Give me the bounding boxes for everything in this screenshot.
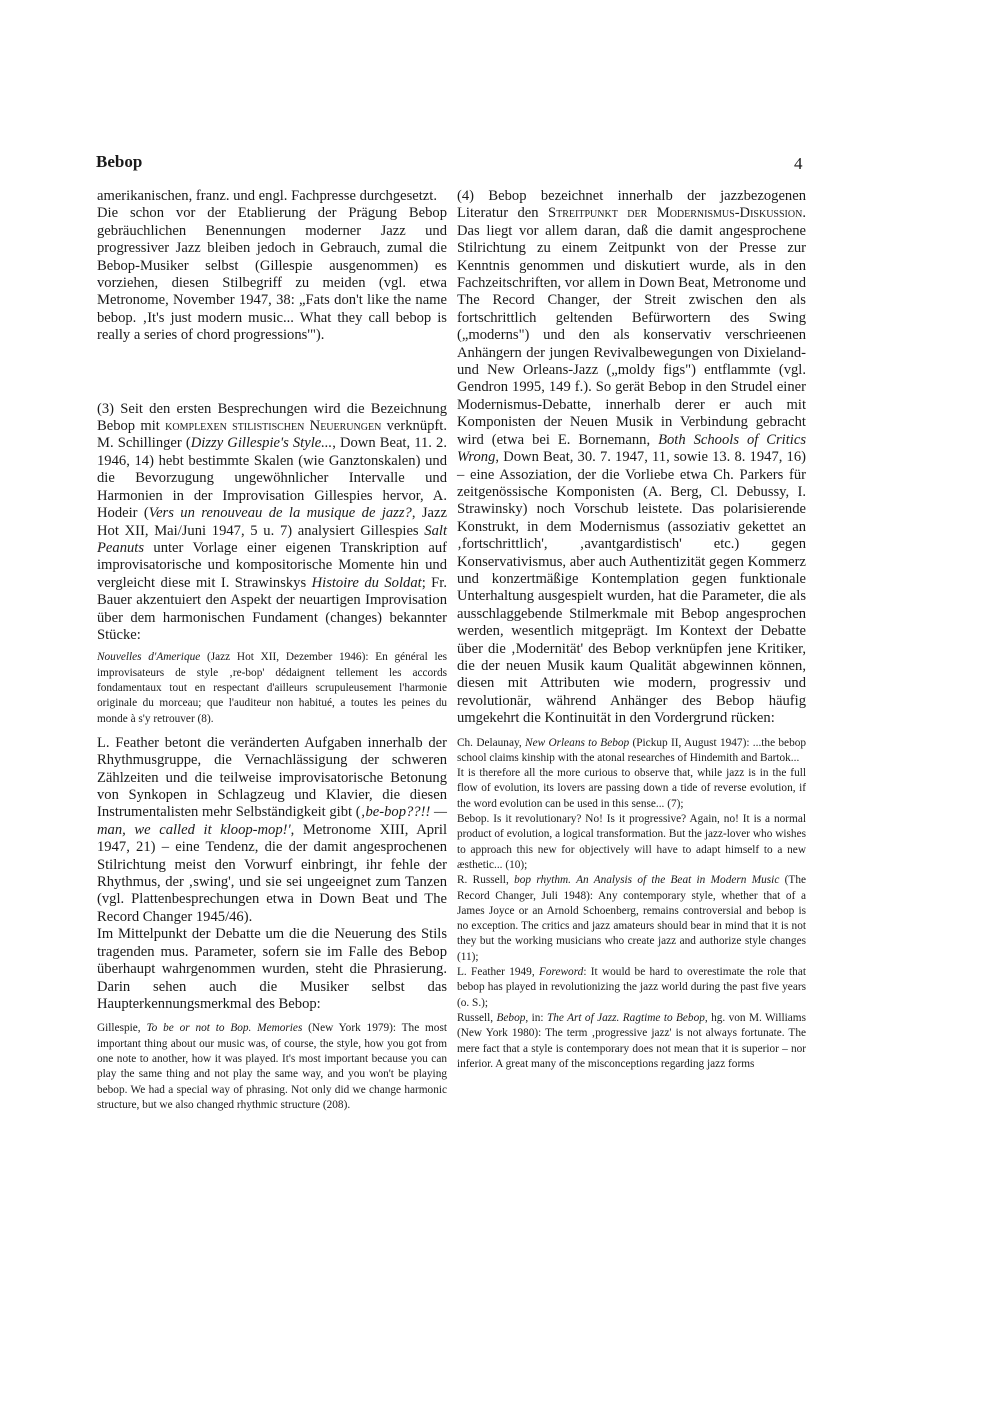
text-run: unter Vorlage einer eigenen Transkription auf improvisatorische und kompositorische Momente hin und vergleicht diese mit I. Strawinskys <box>97 539 447 591</box>
running-header-title: Bebop <box>96 152 143 171</box>
text-run: (Jazz Hot XII, Dezember 1946): En général les improvisateurs de style ‚re-bop' dédaignent tellement les accords fondamentaux tout en respectant d'ailleurs scrupuleusement l'harmonie originale du morceau; que l'auditeur non habitué, a toutes les peines du monde à s'y retrouver (8). <box>97 651 447 725</box>
block-quote <box>97 650 447 726</box>
block-quote <box>457 965 806 1011</box>
section-4-paragraph <box>457 188 806 728</box>
text-run: , in: <box>525 1011 547 1024</box>
italic-title: bop rhythm. An Analysis of the Beat in Modern Music <box>514 874 780 887</box>
text-run: R. Russell, <box>457 874 515 887</box>
text-run: verknüpft. M. Schillinger ( <box>97 418 447 452</box>
italic-title: Vers un renouveau de la musique de jazz? <box>148 505 412 522</box>
text-run: Gillespie, <box>97 1022 147 1035</box>
block-quote <box>457 1011 806 1072</box>
text-run: L. Feather betont die veränderten Aufgaben innerhalb der Rhythmusgruppe, die Vernachlässigung der schweren Zählzeiten und die teilweise improvisatorische Betonung von Synkopen in Schlagzeug und Klavier, die diesen Instrumentalisten mehr Selbständigkeit gibt ( <box>97 734 447 821</box>
italic-title: Dizzy Gillespie's Style... <box>190 435 333 452</box>
paragraph <box>97 188 447 205</box>
text-run: amerikanischen, franz. und engl. Fachpresse durchgesetzt. <box>97 188 437 204</box>
block-quote <box>457 736 806 767</box>
block-quote <box>97 1021 447 1113</box>
text-run: It is therefore all the more curious to observe that, while jazz is in the full flow of evolution, its lovers are passing down a tide of reverse evolution, if the word evolution can be used in this sense... (7); <box>457 767 806 810</box>
text-run: , Down Beat, 11. 2. 1946, 14) hebt bestimmte Skalen (wie Ganztonskalen) und die Bevorzugung ungewöhnlicher Intervalle und Harmonien in der Improvisation Gillespies hervor, A. Hodeir ( <box>97 435 447 522</box>
text-run: (Pickup II, August 1947): ...the bebop school claims kinship with the atonal researches of Hindemith and Bartok... <box>457 736 807 764</box>
left-column <box>97 188 447 1113</box>
text-run: , Down Beat, 30. 7. 1947, 11, sowie 13. 8. 1947, 16) – eine Assoziation, der die Vorliebe etwa Ch. Parkers für zeitgenössische Komponisten (A. Berg, Cl. Debussy, I. Strawinsky) noch Vorschub leistete. Das polarisierende Konstrukt, in dem Modernismus (assoziativ gekettet an ‚fortschrittlich', ‚avantgardistisch' etc.) gegen Konservativismus, aber auch Authentizität gegen Kommerz und konzertmäßige Kontemplation gegen funktionale Unterhaltung ausgespielt wurden, hat die Parameter, die als ausschlaggebende Stilmerkmale mit Bebop angesprochen werden, wesentlich mitgeprägt. Im Kontext der Debatte über die ‚Modernität' des Bebop verknüpfen jene Kritiker, die der neuen Musik kaum Qualität abgewinnen können, diesen mit Attributen wie modern, progressiv und revolutionär, während Anhänger des Bebop häufig umgekehrt die Kontinuität in den Vordergrund rücken: <box>457 449 806 727</box>
italic-title: Bebop <box>496 1011 526 1024</box>
text-run: Ch. Delaunay, <box>457 736 526 749</box>
small-caps-keyword: Streitpunkt der Modernismus-Diskussion <box>548 205 803 222</box>
italic-title: ‚be-bop??!! — man, we called it kloop-mop!' <box>97 804 447 838</box>
paragraph <box>97 926 447 1013</box>
block-quote <box>457 766 806 812</box>
small-caps-keyword: komplexen stilistischen Neuerungen <box>165 418 382 435</box>
paragraph <box>97 205 447 344</box>
block-quote <box>457 873 806 965</box>
text-run: Bebop. Is it revolutionary? No! Is it progressive? Again, no! It is a normal product of evolution, a logical transformation. But the jazz-lover who wishes to approach this new for objectively will have to adapt himself to a new æsthetic... (10); <box>457 813 806 871</box>
italic-title: Nouvelles d'Amerique <box>97 651 201 664</box>
text-run: , hg. von M. Williams (New York 1980): The term ‚progressive jazz' is not always fortunate. The mere fact that a style is contemporary does not mean that it is superior – nor inferior. A great many of the misconceptions regarding jazz forms <box>457 1011 806 1070</box>
italic-title: New Orleans to Bebop <box>525 736 630 749</box>
text-run: (3) Seit den ersten Besprechungen wird die Bezeichnung Bebop mit <box>97 400 447 435</box>
section-3-paragraph <box>97 401 447 645</box>
italic-title: Both Schools of Critics Wrong <box>457 431 806 466</box>
text-run: Im Mittelpunkt der Debatte um die die Neuerung des Stils tragenden mus. Parameter, sofern sie im Falle des Bebop überhaupt wahrgenommen wurden, steht die Phrasierung. Darin sehen auch die Musiker selbst das Haupterkennungsmerkmal des Bebop: <box>97 926 447 1012</box>
italic-title: The Art of Jazz. Ragtime to Bebop <box>546 1011 705 1024</box>
paragraph <box>97 735 447 926</box>
text-run: Russell, <box>457 1011 497 1024</box>
italic-title: Foreword <box>538 966 584 979</box>
text-run: L. Feather 1949, <box>457 966 539 979</box>
text-run: (The Record Changer, Juli 1948): Any contemporary style, whether that of a James Joyce or an Arnold Schoenberg, remains controversial and bebop is no exception. The critics and jazz amateurs should bear in mind that it is not they but the working musicians who create jazz and authorize style changes (11); <box>457 874 806 963</box>
text-run: . Das liegt vor allem daran, daß die damit angesprochene Stilrichtung zu einem Zeitpunkt von der Presse zur Kenntnis genommen und diskutiert wurde, als in den Fachzeitschriften, vor allem in Down Beat, Metronome und The Record Changer, der Streit zwischen den als fortschrittlich geltenden Befürwortern des Swing („moderns") und den als konservativ verschrieenen Anhängern der jungen Revivalbewegungen von Dixieland- und New Orleans-Jazz („moldy figs") entflammte (vgl. Gendron 1995, 149 f.). So gerät Bebop in den Strudel einer Modernismus-Debatte, innerhalb derer er auch mit Komponisten der Neuen Musik in Verbindung gebracht wird (etwa bei E. Bornemann, <box>457 205 806 448</box>
text-run: (New York 1979): The most important thing about our music was, of course, the style, how you got from one note to another, how it was played. It's most important because you can play the same thing and not play the same way, and you won't be playing bebop. We had a special way of phrasing. Not only did we change harmonic structure, but we also changed rhythmic structure (208). <box>97 1022 447 1111</box>
text-run: (4) Bebop bezeichnet innerhalb der jazzbezogenen Literatur den <box>457 188 806 222</box>
text-run: Die schon vor der Etablierung der Prägung Bebop gebräuchlichen Benennungen moderner Jazz und progressiver Jazz bleiben jedoch in Gebrauch, zumal die Bebop-Musiker selbst (Gillespie ausgenommen) es vorziehen, diesen Stilbegriff zu meiden (vgl. etwa Metronome, November 1947, 38: „Fats don't like the name bebop. ‚It's just modern music... What they call bebop is really a series of chord progressions'"). <box>97 205 447 344</box>
text-run: ; Fr. Bauer akzentuiert den Aspekt der neuartigen Improvisation über dem harmonischen Fundament (changes) bekannter Stücke: <box>97 574 448 643</box>
page-number: 4 <box>794 154 803 173</box>
block-quote <box>457 812 806 873</box>
right-column <box>457 188 806 1072</box>
italic-title: Salt Peanuts <box>97 522 447 556</box>
italic-title: To be or not to Bop. Memories <box>146 1022 303 1035</box>
italic-title: Histoire du Soldat <box>311 574 422 591</box>
text-run: , Jazz Hot XII, Mai/Juni 1947, 5 u. 7) analysiert Gillespies <box>97 505 447 539</box>
text-run: , Metronome XIII, April 1947, 21) – eine Tendenz, die der damit angesprochenen Stilrichtung meist den Vorwurf einbringt, ihr fehle der Rhythmus, der ‚swing', und sie sei ungeeignet zum Tanzen (vgl. Plattenbesprechungen etwa in Down Beat und The Record Changer 1945/46). <box>97 821 448 925</box>
text-run: : It would be hard to overestimate the role that bebop has played in revolutionizing the jazz world during the past five years (o. S.); <box>457 966 806 1009</box>
